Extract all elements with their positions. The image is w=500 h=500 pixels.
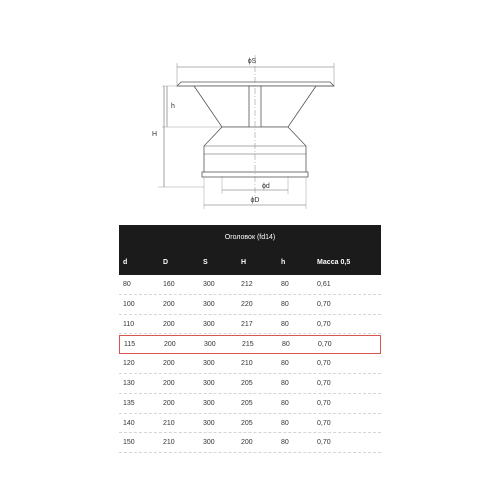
table-cell: 140 — [123, 419, 135, 427]
table-cell: 160 — [163, 281, 175, 289]
table-cell: 130 — [123, 380, 135, 388]
table-cell: 80 — [281, 281, 289, 289]
dim-label-phi-d: ϕd — [262, 183, 270, 190]
table-cell: 300 — [203, 419, 215, 427]
table-cell: 80 — [281, 419, 289, 427]
table-cell: 150 — [123, 439, 135, 447]
table-cell: 200 — [164, 340, 176, 348]
table-cell: 0,70 — [317, 320, 331, 328]
table-cell: 212 — [241, 281, 253, 289]
dim-label-phi-big-d: ϕD — [250, 197, 260, 204]
table-cell: 300 — [203, 380, 215, 388]
table-row-highlighted — [119, 335, 381, 355]
table-cell: 80 — [123, 281, 131, 289]
table-title: Оголовок (fd14) — [119, 225, 381, 250]
table-cell: 300 — [203, 439, 215, 447]
table-cell: 80 — [282, 340, 290, 348]
table-cell: 0,70 — [317, 439, 331, 447]
table-cell: 300 — [204, 340, 216, 348]
table-cell: 300 — [203, 300, 215, 308]
table-cell: 200 — [163, 360, 175, 368]
table-cell: 210 — [241, 360, 253, 368]
table-cell: 0,70 — [317, 300, 331, 308]
column-header-big-d: D — [163, 259, 169, 266]
table-cell: 300 — [203, 360, 215, 368]
table-body — [119, 275, 381, 453]
table-cell: 0,70 — [317, 419, 331, 427]
table-cell: 80 — [281, 380, 289, 388]
table-cell: 80 — [281, 399, 289, 407]
table-cell: 300 — [203, 399, 215, 407]
table-cell: 217 — [241, 320, 253, 328]
column-header-mass: Масса 0,5 — [317, 259, 351, 266]
table-cell: 205 — [241, 419, 253, 427]
table-cell: 205 — [241, 399, 253, 407]
table-cell: 110 — [123, 320, 135, 328]
column-header-d: d — [123, 259, 128, 266]
table-row — [119, 354, 381, 374]
dim-label-big-h: H — [152, 131, 158, 138]
column-header-h: h — [281, 259, 286, 266]
table-header — [119, 250, 381, 275]
table-row — [119, 394, 381, 414]
table-cell: 300 — [203, 281, 215, 289]
table-cell: 120 — [123, 360, 135, 368]
dim-label-phi-s: ϕS — [247, 58, 257, 65]
column-header-big-h: H — [241, 259, 247, 266]
table-cell: 0,70 — [317, 360, 331, 368]
table-cell: 200 — [163, 399, 175, 407]
table-row — [119, 414, 381, 434]
table-cell: 215 — [242, 340, 254, 348]
table-cell: 80 — [281, 320, 289, 328]
table-row — [119, 434, 381, 454]
table-cell: 210 — [163, 419, 175, 427]
table-row — [119, 374, 381, 394]
table-cell: 80 — [281, 300, 289, 308]
table-cell: 200 — [163, 320, 175, 328]
table-cell: 100 — [123, 300, 135, 308]
technical-drawing — [0, 0, 500, 225]
table-cell: 200 — [163, 380, 175, 388]
table-cell: 200 — [163, 300, 175, 308]
table-cell: 135 — [123, 399, 135, 407]
table-cell: 0,70 — [318, 340, 332, 348]
table-cell: 300 — [203, 320, 215, 328]
column-header-s: S — [203, 259, 208, 266]
table-cell: 0,70 — [317, 380, 331, 388]
table-cell: 210 — [163, 439, 175, 447]
table-cell: 0,70 — [317, 399, 331, 407]
table-cell: 0,61 — [317, 281, 331, 289]
dim-label-h: h — [171, 103, 175, 110]
table-cell: 200 — [241, 439, 253, 447]
table-row — [119, 275, 381, 295]
table-cell: 80 — [281, 439, 289, 447]
spec-table — [119, 225, 381, 453]
table-cell: 80 — [281, 360, 289, 368]
table-row — [119, 315, 381, 335]
table-row — [119, 295, 381, 315]
table-cell: 205 — [241, 380, 253, 388]
table-cell: 115 — [124, 340, 136, 348]
table-cell: 220 — [241, 300, 253, 308]
